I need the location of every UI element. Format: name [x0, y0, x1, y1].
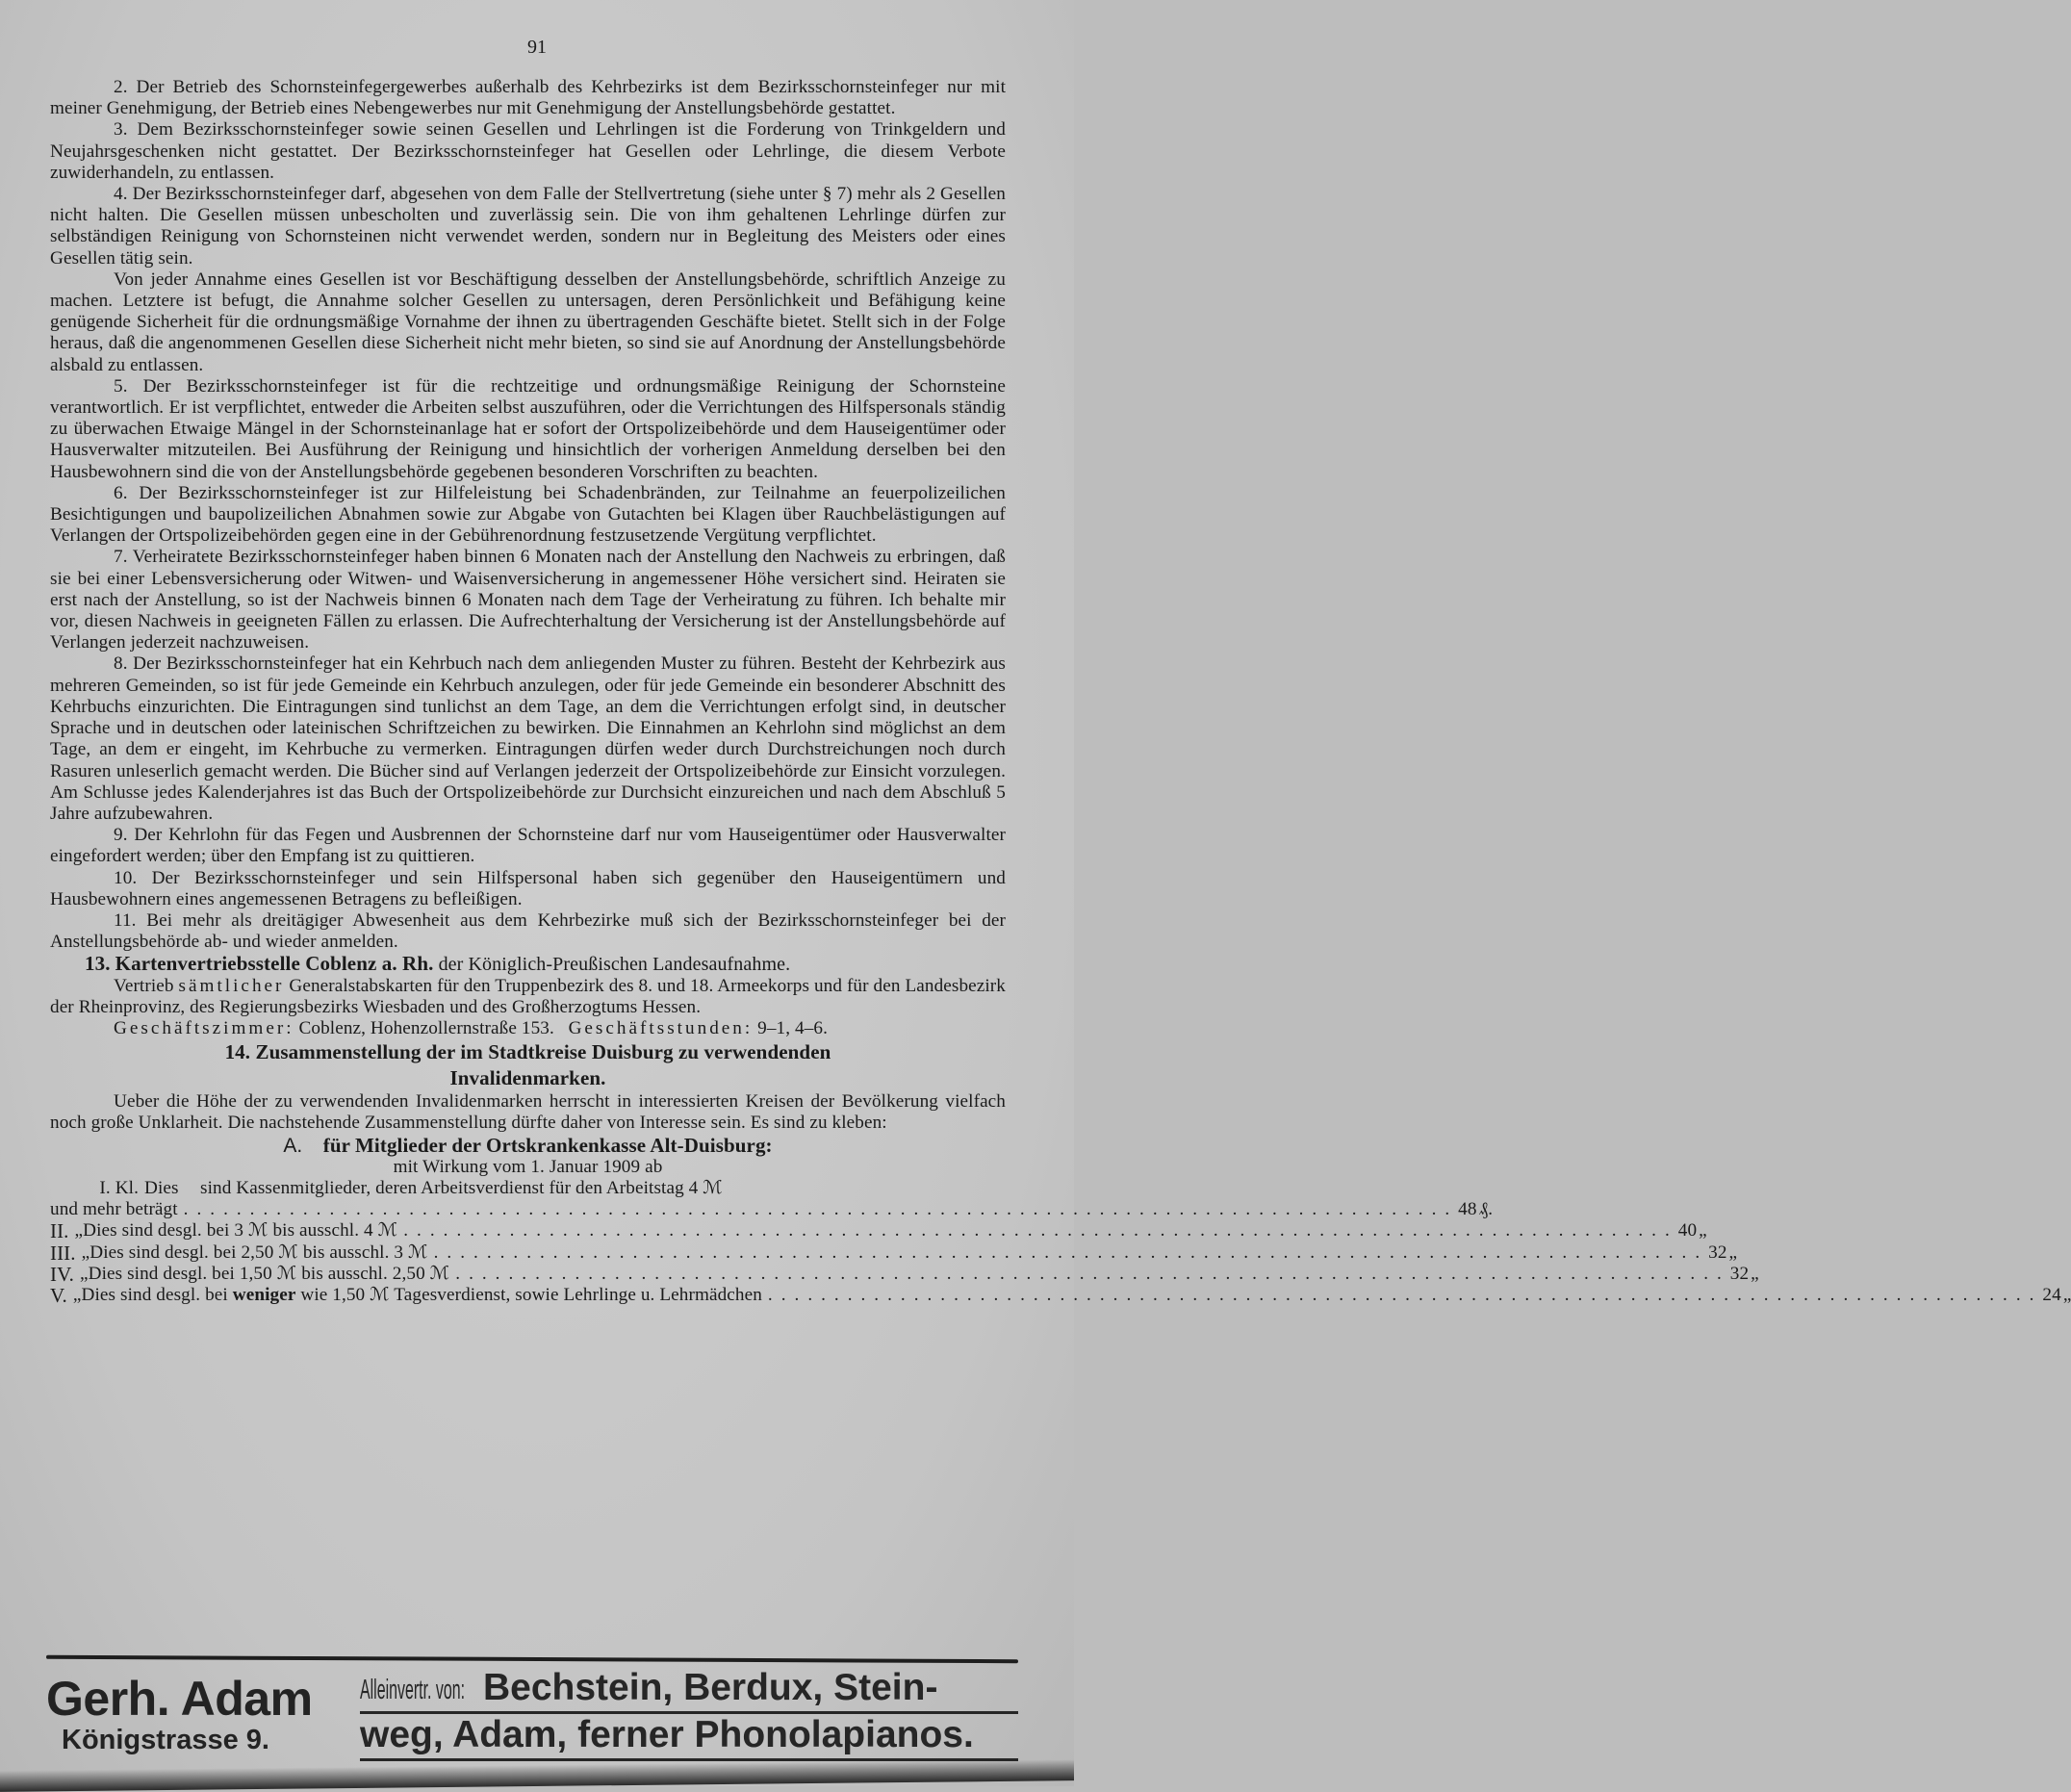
section-14-intro: Ueber die Höhe der zu verwendenden Invalidenmarken herrscht in interessierten Kreisen der Bevölkerung vielfach noch große Unklarheit. Die nachstehende Zusammenstellung dürfte daher von Interesse sein. Es sind zu kleben:: [50, 1091, 1006, 1134]
dot-leader: ................................................................................................: [403, 1220, 1678, 1242]
section-14-title: [50, 1039, 1006, 1091]
paragraph-4: 4. Der Bezirksschornsteinfeger darf, abgesehen von dem Falle der Stellvertretung (siehe unter § 7) mehr als 2 Gesellen nicht halten. Die Gesellen müssen unbescholten und zuverlässig sein. Die von ihm gehaltenen Lehrlinge dürfen zur selbständigen Reinigung von Schornsteinen nicht verwendet werden, sondern nur in Begleitung des Meisters oder eines Gesellen tätig sein.: [50, 184, 1006, 269]
class-unit: „: [1699, 1220, 1707, 1242]
class-row-3: [50, 1241, 1738, 1265]
class-row-1: [50, 1178, 1006, 1199]
ad-prefix: Alleinvertr. von:: [360, 1675, 466, 1705]
paragraph-6: 6. Der Bezirksschornsteinfeger ist zur Hilfeleistung bei Schadenbränden, zur Teilnahme an feuerpolizeilichen Besichtigungen und baupolizeilichen Abnahmen sowie zur Abgabe von Gutachten bei Klagen über Rauchbelästigungen auf Verlangen der Ortspolizeibehörden gegen eine in der Gebührenordnung festzusetzende Vergütung verpflichtet.: [50, 482, 1006, 547]
class-row-2: [50, 1219, 1707, 1243]
paragraph-8: 8. Der Bezirksschornsteinfeger hat ein Kehrbuch nach dem anliegenden Muster zu führen. Besteht der Kehrbezirk aus mehreren Gemeinden, so ist für jede Gemeinde ein Kehrbuch anzulegen, oder für jede Gemeinde ein besonderer Abschnitt des Kehrbuchs einzurichten. Die Eintragungen sind tunlichst an dem Tage, an dem die Verrichtungen erfolgt sind, in deutscher Sprache und in deutschen oder lateinischen Schriftzeichen zu bewirken. Die Einnahmen an Kehrlohn sind möglichst an dem Tage, an dem er eingeht, im Kehrbuche zu vermerken. Eintragungen dürfen weder durch Durchstreichungen noch durch Rasuren unleserlich gemacht werden. Die Bücher sind auf Verlangen jederzeit der Ortspolizeibehörde zur Einsicht vorzulegen. Am Schlusse jedes Kalenderjahres ist das Buch der Ortspolizeibehörde zur Durchsicht einzureichen und nach dem Abschluß 5 Jahre aufzubewahren.: [50, 653, 1006, 824]
class-amount: 32: [1708, 1242, 1727, 1263]
section-13-body-spaced: sämtlicher: [178, 975, 285, 996]
section-13-subtitle: der Königlich-Preußischen Landesaufnahme.: [438, 954, 791, 976]
ad-divider-rule: [46, 1655, 1018, 1663]
subsection-title: für Mitglieder der Ortskrankenkasse Alt-Duisburg:: [322, 1133, 773, 1157]
paragraph-3: 3. Dem Bezirksschornsteinfeger sowie seinen Gesellen und Lehrlingen ist die Forderung von Trinkgeldern und Neujahrsgeschenken nicht gestattet. Der Bezirksschornsteinfeger hat Gesellen oder Lehrlinge, die diesem Verbote zuwiderhandeln, zu entlassen.: [50, 119, 1006, 183]
class-label: V.: [50, 1283, 67, 1307]
section-14-title-line2: Invalidenmarken.: [449, 1066, 606, 1090]
class-description: Dies sind desgl. bei 3 ℳ bis ausschl. 4 ℳ: [83, 1220, 398, 1242]
ditto-mark: „: [80, 1263, 89, 1284]
subsection-letter: A.: [283, 1134, 303, 1157]
ditto-mark: „: [74, 1220, 84, 1242]
dot-leader: ................................................................................................: [433, 1242, 1709, 1263]
document-body: [50, 77, 2071, 1307]
class-label: I. Kl.: [99, 1177, 139, 1198]
section-13-body: [50, 976, 1006, 1018]
section-13-heading: [50, 953, 1006, 975]
hours-value: 9–1, 4–6.: [757, 1017, 829, 1038]
ad-line-2: [360, 1716, 1018, 1761]
page-edge-shadow: [0, 1759, 1074, 1792]
class-description-a: Dies sind desgl. bei: [81, 1284, 228, 1305]
class-label: IV.: [50, 1262, 75, 1286]
class-amount: 24: [2042, 1284, 2061, 1305]
class-amount: 40: [1677, 1220, 1698, 1242]
hours-label: Geschäftsstunden:: [568, 1017, 754, 1038]
class-label: II.: [50, 1219, 69, 1243]
office-label: Geschäftszimmer:: [114, 1017, 294, 1038]
advertisement: [46, 1665, 1018, 1761]
ad-street-address: Königstrasse 9.: [62, 1725, 269, 1755]
class-description: Dies sind desgl. bei 1,50 ℳ bis ausschl. 2,50 ℳ: [88, 1263, 450, 1284]
section-13-body-rest: Generalstabskarten für den Truppenbezirk des 8. und 18. Armeekorps und für den Landesbezirk der Rheinprovinz, des Regierungsbezirks Wiesbaden und des Großherzogtums Hessen.: [50, 975, 1006, 1017]
class-unit: „: [1728, 1242, 1738, 1263]
effective-date: mit Wirkung vom 1. Januar 1909 ab: [393, 1156, 663, 1177]
class-description: sind Kassenmitglieder, deren Arbeitsverdienst für den Arbeitstag 4 ℳ: [200, 1177, 723, 1198]
paragraph-2: 2. Der Betrieb des Schornsteinfegergewerbes außerhalb des Kehrbezirks ist dem Bezirksschornsteinfeger nur mit meiner Genehmigung, der Betrieb eines Nebengewerbes nur mit Genehmigung der Anstellungsbehörde gestattet.: [50, 77, 1006, 119]
ad-brands-line-1: Bechstein, Berdux, Stein-: [483, 1667, 938, 1708]
class-row-5: [50, 1283, 2071, 1307]
class-row-4: [50, 1262, 1759, 1286]
ditto-mark: „: [81, 1242, 90, 1263]
paragraph-11: 11. Bei mehr als dreitägiger Abwesenheit aus dem Kehrbezirke muß sich der Bezirksschornsteinfeger bei der Anstellungsbehörde ab- und wieder anmelden.: [50, 909, 1006, 953]
ad-firm-name: Gerh. Adam: [46, 1672, 313, 1726]
dot-leader: ................................................................................................: [455, 1263, 1730, 1284]
class-description-cont: und mehr beträgt: [50, 1199, 178, 1220]
paragraph-4-continued: Von jeder Annahme eines Gesellen ist vor Beschäftigung desselben der Anstellungsbehörde, schriftlich Anzeige zu machen. Letztere ist befugt, die Annahme solcher Gesellen zu untersagen, deren Persönlichkeit und Befähigung keine genügende Sicherheit für die ordnungsmäßige Vornahme der ihnen zu übertragenden Geschäfte bietet. Stellt sich in der Folge heraus, daß die angenommenen Gesellen diese Sicherheit nicht mehr bieten, so sind sie auf Anordnung der Anstellungsbehörde alsbald zu entlassen.: [50, 269, 1006, 375]
section-13-body-lead: Vertrieb: [114, 975, 174, 996]
class-description-b: wie 1,50 ℳ Tagesverdienst, sowie Lehrlinge u. Lehrmädchen: [300, 1284, 762, 1305]
class-label: III.: [50, 1241, 76, 1265]
class-unit: „: [1751, 1263, 1759, 1284]
class-unit: „: [2062, 1284, 2071, 1305]
class-lead: Dies: [144, 1177, 179, 1198]
section-13-title: Kartenvertriebsstelle Coblenz a. Rh.: [115, 952, 434, 976]
class-description-emphasis: weniger: [232, 1284, 296, 1305]
ad-line-1: [360, 1665, 1018, 1714]
ditto-mark: „: [72, 1284, 82, 1305]
paragraph-10: 10. Der Bezirksschornsteinfeger und sein Hilfspersonal haben sich gegenüber den Hauseigentümern und Hausbewohnern eines angemessenen Betragens zu befleißigen.: [50, 867, 1006, 909]
subsection-a-heading: [50, 1135, 1006, 1157]
paragraph-9: 9. Der Kehrlohn für das Fegen und Ausbrennen der Schornsteine darf nur vom Hauseigentümer oder Hausverwalter eingefordert werden; über den Empfang ist zu quittieren.: [50, 825, 1006, 867]
dot-leader: ................................................................................................: [183, 1199, 1459, 1220]
paragraph-5: 5. Der Bezirksschornsteinfeger ist für die rechtzeitige und ordnungsmäßige Reinigung der Schornsteine verantwortlich. Er ist verpflichtet, entweder die Arbeiten selbst auszuführen, oder die Verrichtungen des Hilfspersonals ständig zu überwachen Etwaige Mängel in der Schornsteinanlage hat er sofort der Ortspolizeibehörde und dem Hauseigentümer oder Hausverwalter mitzuteilen. Bei Ausführung der Reinigung und hinsichtlich der vorherigen Anmeldung derselben bei den Hausbewohnern sind die von der Anstellungsbehörde gegebenen besonderen Vorschriften zu beachten.: [50, 375, 1006, 482]
section-13-office-line: [50, 1018, 1006, 1039]
paragraph-7: 7. Verheiratete Bezirksschornsteinfeger haben binnen 6 Monaten nach der Anstellung den Nachweis zu erbringen, daß sie bei einer Lebensversicherung oder Witwen- und Waisenversicherung in angemessener Höhe versichert sind. Heiraten sie erst nach der Anstellung, so ist der Nachweis binnen 6 Monaten nach dem Tage der Verheiratung zu führen. Ich behalte mir vor, diesen Nachweis in geeigneten Fällen zu erlassen. Die Aufrechterhaltung der Versicherung ist der Anstellungsbehörde auf Verlangen jederzeit nachzuweisen.: [50, 547, 1006, 653]
class-amount: 48: [1458, 1199, 1477, 1220]
class-row-1-continued: [50, 1199, 1494, 1220]
dot-leader: ................................................................................................: [767, 1284, 2043, 1305]
section-13-number: 13.: [85, 952, 111, 976]
section-14-title-line1: 14. Zusammenstellung der im Stadtkreise Duisburg zu verwendenden: [224, 1040, 831, 1064]
office-value: Coblenz, Hohenzollernstraße 153.: [298, 1017, 554, 1038]
class-unit: ₰.: [1478, 1199, 1494, 1220]
class-description: Dies sind desgl. bei 2,50 ℳ bis ausschl. 3 ℳ: [89, 1242, 428, 1263]
ad-brands-block: [360, 1665, 1018, 1761]
class-amount: 32: [1729, 1263, 1750, 1284]
ad-brands-line-2: weg, Adam, ferner Phonolapianos.: [360, 1714, 974, 1755]
page-number: 91: [527, 37, 547, 58]
